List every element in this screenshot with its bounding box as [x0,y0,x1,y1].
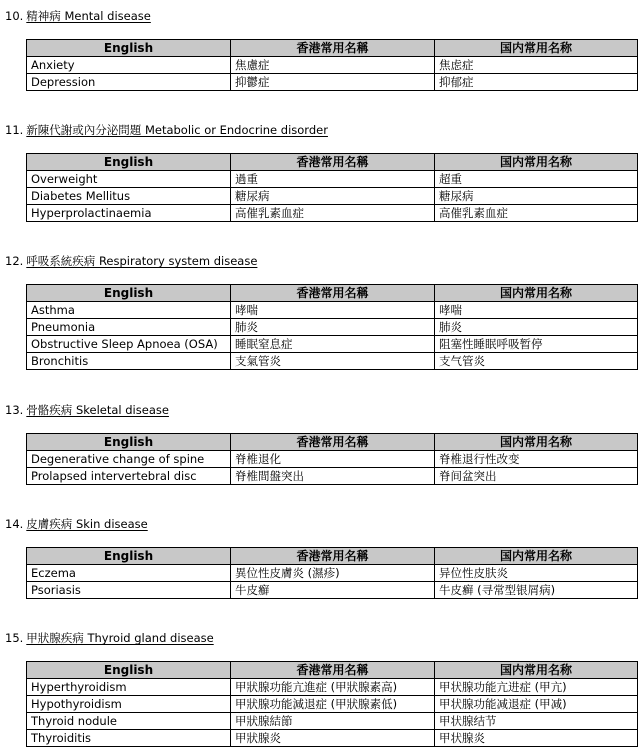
table-row [27,696,638,713]
section [5,9,637,89]
cell-english: Anxiety [27,57,231,74]
cell-hk-name: 甲狀腺功能亢進症 (甲狀腺素高) [231,679,435,696]
table-row [27,205,638,222]
header-english: English [27,154,231,171]
table-row [27,713,638,730]
section-title: 精神病 Mental disease [26,9,151,23]
cell-cn-name: 糖尿病 [435,188,638,205]
cell-hk-name: 甲狀腺炎 [231,730,435,747]
header-hk-name: 香港常用名稱 [231,154,435,171]
section-number: 15. [5,631,24,645]
cell-hk-name: 肺炎 [231,319,435,336]
table-header-row [27,40,638,57]
header-cn-name: 国内常用名称 [435,154,638,171]
header-cn-name: 国内常用名称 [435,662,638,679]
cell-hk-name: 高催乳素血症 [231,205,435,222]
section-heading [5,254,637,268]
cell-hk-name: 牛皮癬 [231,582,435,599]
section-title: 甲狀腺疾病 Thyroid gland disease [26,631,214,645]
cell-hk-name: 抑鬱症 [231,74,435,91]
cell-cn-name: 阻塞性睡眠呼吸暂停 [435,336,638,353]
cell-english: Psoriasis [27,582,231,599]
table-row [27,679,638,696]
section [5,254,637,368]
section-title: 呼吸系統疾病 Respiratory system disease [26,254,258,268]
table-row [27,451,638,468]
section-number: 11. [5,123,24,137]
cell-cn-name: 焦虑症 [435,57,638,74]
terms-table [26,284,638,370]
cell-english: Depression [27,74,231,91]
table-row [27,171,638,188]
cell-english: Pneumonia [27,319,231,336]
header-hk-name: 香港常用名稱 [231,548,435,565]
header-cn-name: 国内常用名称 [435,548,638,565]
cell-cn-name: 高催乳素血症 [435,205,638,222]
cell-cn-name: 哮喘 [435,302,638,319]
cell-english: Bronchitis [27,353,231,370]
cell-hk-name: 脊椎退化 [231,451,435,468]
cell-hk-name: 異位性皮膚炎 (濕疹) [231,565,435,582]
header-english: English [27,285,231,302]
table-row [27,353,638,370]
section-number: 13. [5,403,24,417]
section-heading [5,517,637,531]
header-cn-name: 国内常用名称 [435,434,638,451]
cell-english: Hypothyroidism [27,696,231,713]
cell-cn-name: 支气管炎 [435,353,638,370]
section [5,123,637,220]
section-number: 12. [5,254,24,268]
section [5,517,637,597]
cell-cn-name: 肺炎 [435,319,638,336]
cell-hk-name: 過重 [231,171,435,188]
table-row [27,565,638,582]
cell-cn-name: 甲状腺结节 [435,713,638,730]
cell-english: Eczema [27,565,231,582]
cell-english: Asthma [27,302,231,319]
cell-hk-name: 睡眠窒息症 [231,336,435,353]
cell-cn-name: 牛皮癣 (寻常型银屑病) [435,582,638,599]
header-english: English [27,40,231,57]
table-header-row [27,662,638,679]
section-heading [5,123,637,137]
cell-hk-name: 焦慮症 [231,57,435,74]
section-title: 新陳代謝或內分泌問題 Metabolic or Endocrine disorder [26,123,328,137]
section-number: 10. [5,9,24,23]
cell-english: Thyroiditis [27,730,231,747]
cell-cn-name: 脊椎退行性改变 [435,451,638,468]
header-english: English [27,434,231,451]
terms-table [26,39,638,91]
cell-cn-name: 抑郁症 [435,74,638,91]
cell-english: Thyroid nodule [27,713,231,730]
terms-table [26,547,638,599]
header-hk-name: 香港常用名稱 [231,434,435,451]
table-row [27,188,638,205]
table-row [27,336,638,353]
table-row [27,582,638,599]
cell-cn-name: 超重 [435,171,638,188]
header-english: English [27,548,231,565]
table-row [27,468,638,485]
cell-cn-name: 脊间盆突出 [435,468,638,485]
cell-hk-name: 糖尿病 [231,188,435,205]
header-cn-name: 国内常用名称 [435,285,638,302]
cell-english: Hyperthyroidism [27,679,231,696]
header-hk-name: 香港常用名稱 [231,40,435,57]
section-title: 皮膚疾病 Skin disease [26,517,148,531]
table-header-row [27,434,638,451]
cell-english: Overweight [27,171,231,188]
cell-cn-name: 异位性皮肤炎 [435,565,638,582]
table-header-row [27,285,638,302]
header-hk-name: 香港常用名稱 [231,285,435,302]
header-cn-name: 国内常用名称 [435,40,638,57]
section [5,403,637,483]
cell-english: Diabetes Mellitus [27,188,231,205]
header-hk-name: 香港常用名稱 [231,662,435,679]
section-heading [5,9,637,23]
terms-table [26,153,638,222]
cell-hk-name: 支氣管炎 [231,353,435,370]
cell-english: Degenerative change of spine [27,451,231,468]
cell-hk-name: 哮喘 [231,302,435,319]
table-row [27,319,638,336]
section-heading [5,631,637,645]
cell-english: Prolapsed intervertebral disc [27,468,231,485]
section-number: 14. [5,517,24,531]
cell-hk-name: 脊椎間盤突出 [231,468,435,485]
table-header-row [27,548,638,565]
cell-cn-name: 甲状腺功能减退症 (甲减) [435,696,638,713]
terms-table [26,661,638,747]
header-english: English [27,662,231,679]
section [5,631,637,745]
section-heading [5,403,637,417]
cell-cn-name: 甲状腺功能亢进症 (甲亢) [435,679,638,696]
cell-hk-name: 甲狀腺結節 [231,713,435,730]
table-row [27,57,638,74]
table-row [27,730,638,747]
terms-table [26,433,638,485]
cell-english: Obstructive Sleep Apnoea (OSA) [27,336,231,353]
table-row [27,74,638,91]
cell-english: Hyperprolactinaemia [27,205,231,222]
cell-hk-name: 甲狀腺功能減退症 (甲狀腺素低) [231,696,435,713]
table-header-row [27,154,638,171]
section-title: 骨骼疾病 Skeletal disease [26,403,169,417]
table-row [27,302,638,319]
cell-cn-name: 甲状腺炎 [435,730,638,747]
